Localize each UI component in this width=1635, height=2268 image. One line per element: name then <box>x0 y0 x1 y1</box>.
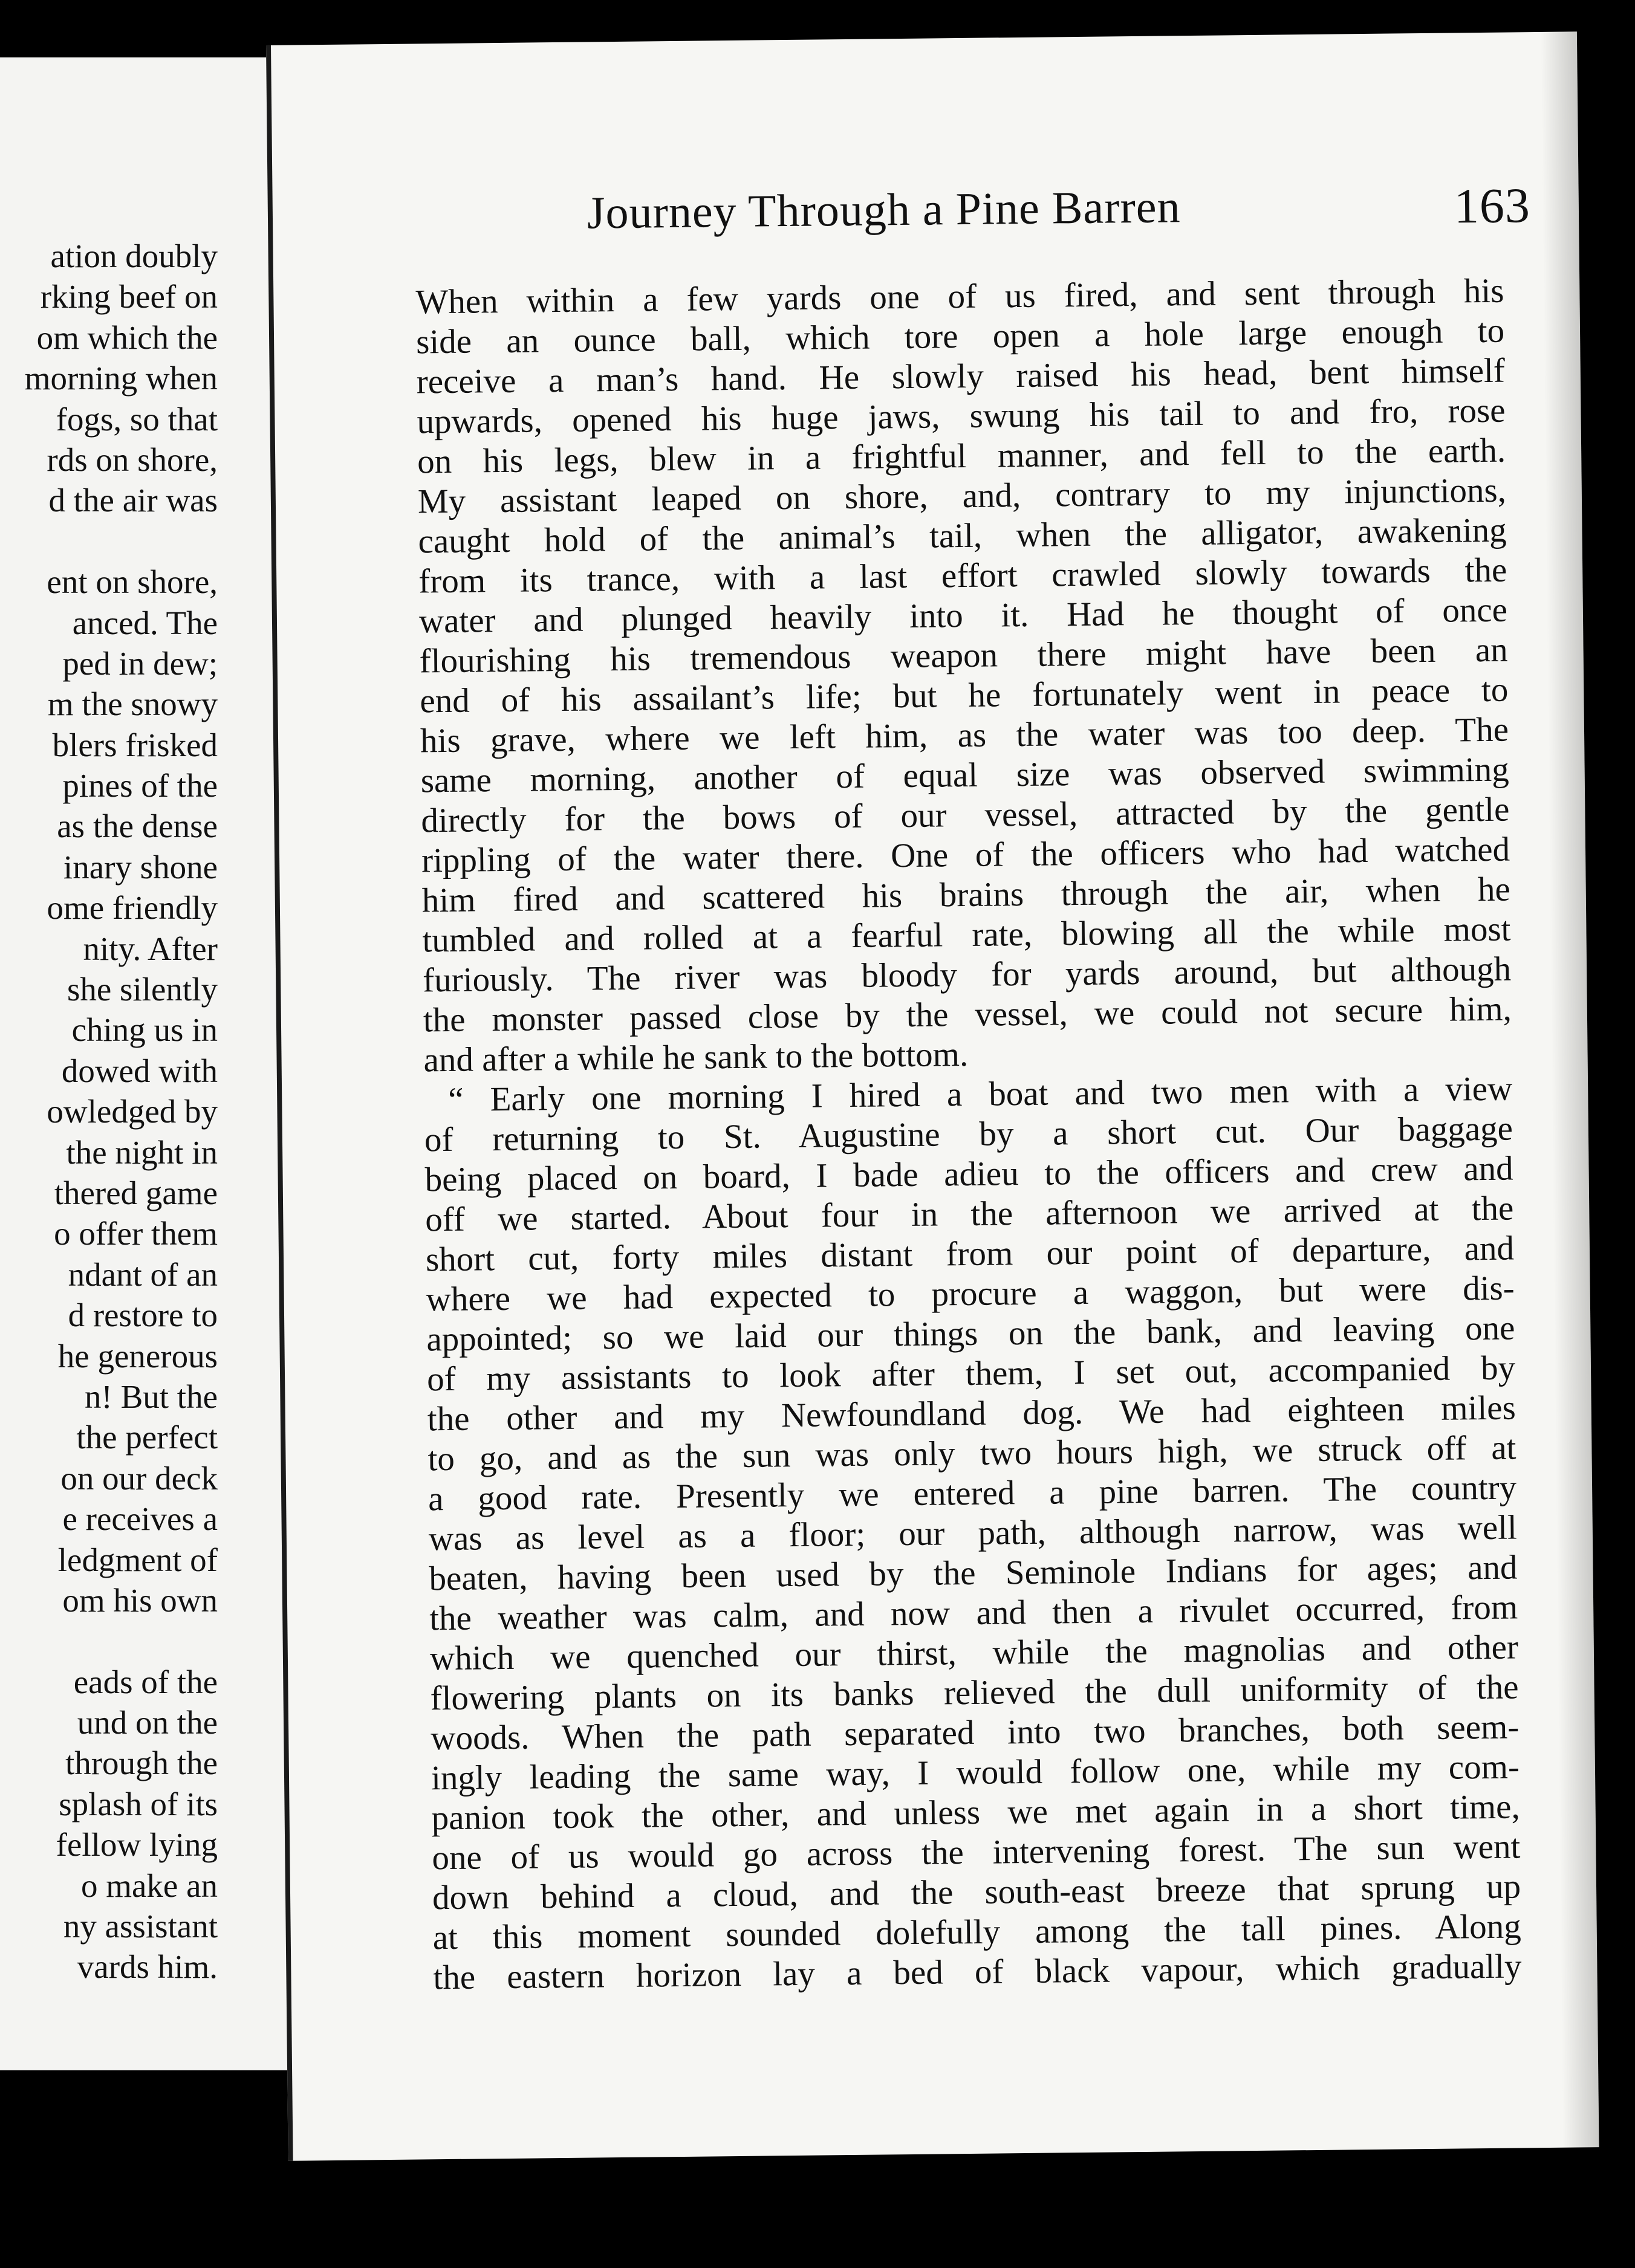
left-line: rking beef on <box>40 278 218 316</box>
page-header <box>587 177 1530 253</box>
left-line: vards him. <box>77 1948 218 1986</box>
text-line: being placed on board, I bade adieu to the officers and crew and <box>424 1149 1513 1199</box>
left-line: the night in <box>66 1133 218 1171</box>
text-line: woods. When the path separated into two branches, both seem- <box>431 1708 1520 1758</box>
text-line: flowering plants on its banks relieved the dull uniformity of the <box>430 1668 1519 1718</box>
text-line: a good rate. Presently we entered a pine barren. The country <box>427 1468 1517 1518</box>
running-title: Journey Through a Pine Barren <box>587 181 1181 239</box>
text-line: tumbled and rolled at a fearful rate, blowing all the while most <box>422 910 1511 960</box>
left-line: om which the <box>36 319 218 356</box>
text-line: of returning to St. Augustine by a short cut. Our baggage <box>424 1109 1513 1159</box>
text-line: him fired and scattered his brains through the air, when he <box>421 870 1511 920</box>
left-line: e receives a <box>62 1500 218 1538</box>
text-line: and after a while he sank to the bottom. <box>423 1035 969 1080</box>
left-line: ent on shore, <box>47 563 218 601</box>
left-line: the perfect <box>76 1419 218 1456</box>
text-line: down behind a cloud, and the south-east breeze that sprung up <box>432 1867 1521 1917</box>
text-line: the weather was calm, and now and then a rivulet occurred, from <box>429 1588 1518 1638</box>
text-line: short cut, forty miles distant from our point of departure, and <box>425 1229 1515 1279</box>
text-line: panion took the other, and unless we met again in a short time, <box>431 1787 1520 1838</box>
text-line: My assistant leaped on shore, and, contrary to my injunctions, <box>417 471 1507 521</box>
text-line: When within a few yards one of us fired, and sent through his <box>415 271 1504 322</box>
right-page <box>266 31 1599 2161</box>
text-line: his grave, where we left him, as the water was too deep. The <box>420 710 1509 760</box>
left-line: he generous <box>57 1337 218 1375</box>
left-line: pines of the <box>62 767 218 805</box>
text-line: the other and my Newfoundland dog. We had eighteen miles <box>427 1388 1516 1439</box>
left-line: d restore to <box>68 1297 218 1334</box>
left-page-text <box>0 236 218 1988</box>
left-line: on our deck <box>60 1459 218 1497</box>
left-line: morning when <box>24 360 218 397</box>
left-line: blers frisked <box>52 726 218 763</box>
text-line: rippling of the water there. One of the officers who had watched <box>421 830 1510 880</box>
left-line: n! But the <box>85 1378 218 1415</box>
left-line: owledged by <box>47 1093 218 1130</box>
left-line: fellow lying <box>56 1826 218 1864</box>
left-line: ome friendly <box>47 889 218 927</box>
text-line: off we started. About four in the afternoon we arrived at the <box>425 1189 1514 1239</box>
left-line: om his own <box>62 1581 218 1619</box>
text-line: caught hold of the animal’s tail, when the alligator, awakening <box>418 511 1507 561</box>
left-line: dowed with <box>61 1052 218 1089</box>
left-line: through the <box>65 1745 218 1782</box>
text-line: “ Early one morning I hired a boat and two men with a view <box>447 1069 1513 1119</box>
left-line: ny assistant <box>63 1908 218 1945</box>
text-line: the eastern horizon lay a bed of black vapour, which gradually <box>433 1947 1522 1997</box>
text-line: to go, and as the sun was only two hours high, we struck off at <box>427 1428 1516 1479</box>
left-line: o offer them <box>54 1215 218 1252</box>
left-line: nity. After <box>83 930 218 967</box>
left-line: inary shone <box>63 848 218 886</box>
text-line: directly for the bows of our vessel, attracted by the gentle <box>421 790 1510 840</box>
text-line: furiously. The river was bloody for yards around, but although <box>422 950 1512 1000</box>
page-number: 163 <box>1454 178 1531 234</box>
left-line: ndant of an <box>68 1256 218 1293</box>
text-line: of my assistants to look after them, I set out, accompanied by <box>426 1349 1516 1399</box>
left-line: ledgment of <box>57 1541 218 1578</box>
text-line: on his legs, blew in a frightful manner, and fell to the earth. <box>417 431 1506 481</box>
text-line: where we had expected to procure a waggon, but were dis- <box>426 1269 1515 1319</box>
text-line: appointed; so we laid our things on the bank, and leaving one <box>426 1309 1515 1359</box>
text-line: at this moment sounded dolefully among the tall pines. Along <box>432 1907 1522 1957</box>
left-line: ped in dew; <box>62 644 218 682</box>
left-line: rds on shore, <box>47 441 218 478</box>
text-line: upwards, opened his huge jaws, swung his tail to and fro, rose <box>417 391 1506 441</box>
left-line: eads of the <box>73 1663 218 1700</box>
left-line: d the air was <box>48 482 218 519</box>
text-line: flourishing his tremendous weapon there might have been an <box>419 630 1508 681</box>
left-line: und on the <box>77 1704 218 1742</box>
left-line: fogs, so that <box>56 400 218 438</box>
text-line: ingly leading the same way, I would follow one, while my com- <box>431 1748 1520 1798</box>
text-line: one of us would go across the intervening forest. The sun went <box>432 1827 1521 1878</box>
text-line: end of his assailant’s life; but he fortunately went in peace to <box>420 670 1509 721</box>
text-line: from its trance, with a last effort crawled slowly towards the <box>418 551 1507 601</box>
left-line: ation doubly <box>50 238 218 274</box>
page-edge-shadow <box>1541 31 1599 2147</box>
body-text <box>415 271 1522 1998</box>
text-line: the monster passed close by the vessel, we could not secure him, <box>423 990 1512 1040</box>
left-line: she silently <box>67 971 218 1008</box>
left-line: m the snowy <box>47 685 218 723</box>
text-line: water and plunged heavily into it. Had he thought of once <box>418 591 1508 641</box>
text-line: was as level as a floor; our path, although narrow, was well <box>428 1508 1518 1558</box>
text-line: which we quenched our thirst, while the magnolias and other <box>429 1628 1519 1678</box>
left-line: thered game <box>54 1174 218 1211</box>
left-line: splash of its <box>59 1785 218 1822</box>
text-line: receive a man’s hand. He slowly raised his head, bent himself <box>416 351 1506 401</box>
text-line: beaten, having been used by the Seminole Indians for ages; and <box>429 1548 1518 1598</box>
left-line: anced. The <box>72 604 218 641</box>
left-line: o make an <box>80 1867 218 1904</box>
left-line: as the dense <box>57 808 218 845</box>
text-line: same morning, another of equal size was observed swimming <box>420 750 1509 800</box>
text-line: side an ounce ball, which tore open a hole large enough to <box>415 311 1505 361</box>
left-line: ching us in <box>71 1011 218 1049</box>
